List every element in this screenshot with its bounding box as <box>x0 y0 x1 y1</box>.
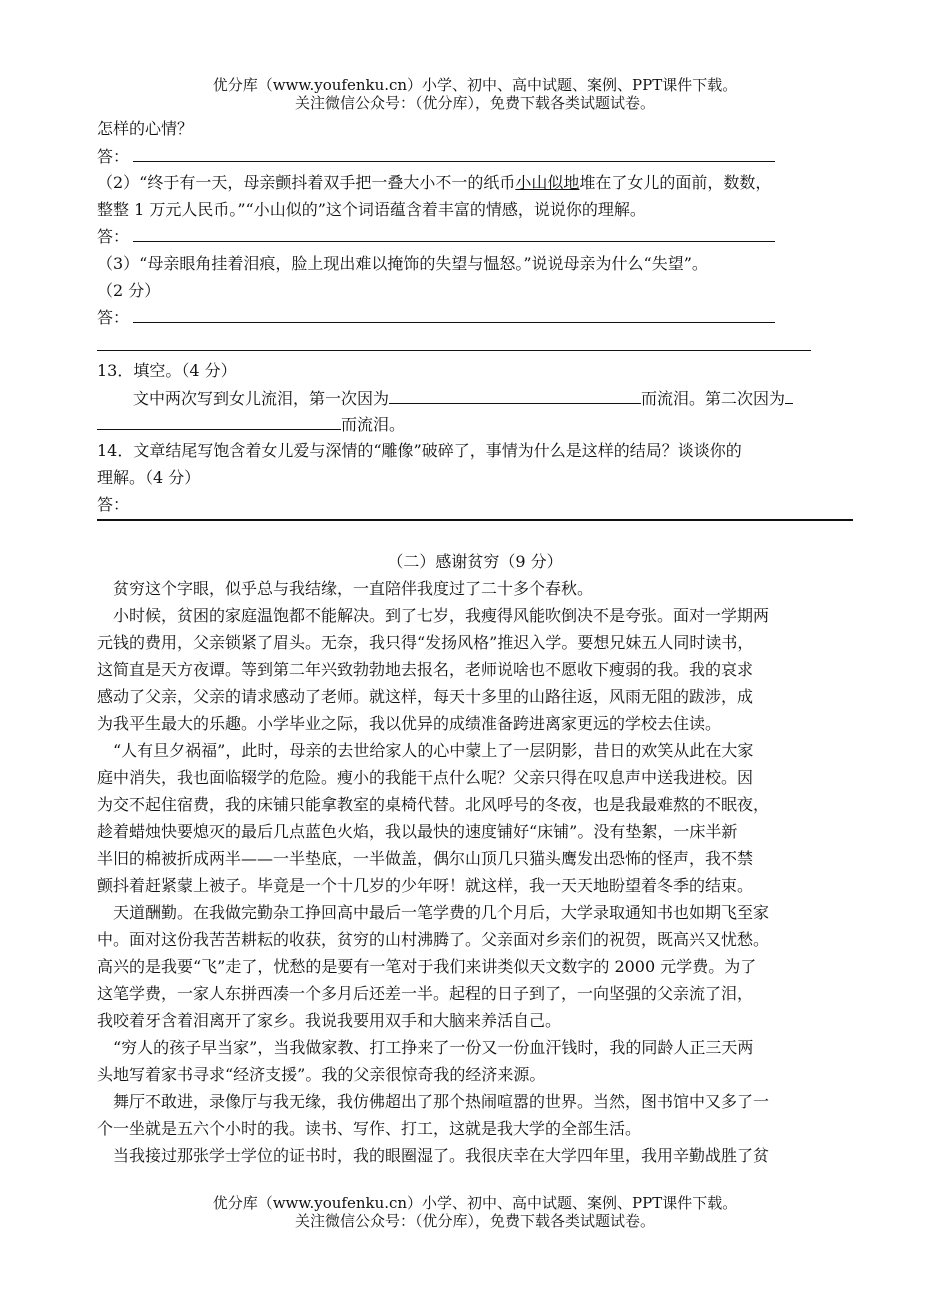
article-line: 天道酬勤。在我做完勤杂工挣回高中最后一笔学费的几个月后，大学录取通知书也如期飞至家 <box>97 903 770 922</box>
article-line: 小时候，贫困的家庭温饱都不能解决。到了七岁，我瘦得风能吹倒决不是夸张。面对一学期两 <box>97 606 770 625</box>
q12-2-answer-row <box>97 227 129 247</box>
article-title: （二）感谢贫穷（9 分） <box>387 552 563 571</box>
q14-answer-row <box>97 495 129 515</box>
answer-blank-line-2[interactable] <box>97 350 811 351</box>
q12-continuation: 怎样的心情？ <box>97 119 194 138</box>
article-line: 我咬着牙含着泪离开了家乡。我说我要用双手和大脑来养活自己。 <box>97 1011 562 1030</box>
article-line: 舞厅不敢进，录像厅与我无缘，我仿佛超出了那个热闹喧嚣的世界。当然，图书馆中又多了一 <box>97 1092 770 1111</box>
article-line: 这简直是天方夜谭。等到第二年兴致勃勃地去报名，老师说啥也不愿收下瘦弱的我。我的哀求 <box>97 660 754 679</box>
answer-blank-line[interactable] <box>133 161 775 162</box>
q12-3-line-1: （3）“母亲眼角挂着泪痕，脸上现出难以掩饰的失望与愠怒。”说说母亲为什么“失望”。 <box>97 254 708 273</box>
q12-2-line-2: 整整 1 万元人民币。”“小山似的”这个词语蕴含着丰富的情感，说说你的理解。 <box>97 200 646 219</box>
page-footer <box>0 1194 950 1230</box>
q13-text-pre: 文中两次写到女儿流泪，第一次因为 <box>133 389 390 408</box>
article-line: 当我接过那张学士学位的证书时，我的眼圈湿了。我很庆幸在大学四年里，我用辛勤战胜了贫 <box>97 1146 770 1165</box>
q13-line-1 <box>133 388 793 409</box>
q12-2-line-1 <box>97 173 771 193</box>
page-header <box>0 76 950 112</box>
fill-blank-2-start[interactable] <box>785 388 793 404</box>
article-line: 趁着蜡烛快要熄灭的最后几点蓝色火焰，我以最快的速度铺好“床铺”。没有垫絮，一床半新 <box>97 822 738 841</box>
q14-line-1: 14．文章结尾写饱含着女儿爱与深情的“雕像”破碎了，事情为什么是这样的结局？谈谈你的 <box>97 441 742 460</box>
article-line: “穷人的孩子早当家”，当我做家教、打工挣来了一份又一份血汗钱时，我的同龄人正三天两 <box>97 1038 754 1057</box>
article-line: 高兴的是我要“飞”走了，忧愁的是要有一笔对于我们来讲类似天文数字的 2000 元学费。为了 <box>97 957 757 976</box>
article-line: 颤抖着赶紧蒙上被子。毕竟是一个十几岁的少年呀！就这样，我一天天地盼望着冬季的结束。 <box>97 876 754 895</box>
q13-line-2 <box>97 414 405 435</box>
answer-blank-line[interactable] <box>133 241 775 242</box>
answer-label: 答： <box>97 308 130 327</box>
q13-text-mid: 而流泪。第二次因为 <box>641 389 786 408</box>
article-line: 元钱的费用，父亲锁紧了眉头。无奈，我只得“发扬风格”推迟入学。要想兄妹五人同时读书， <box>97 633 754 652</box>
article-line: 中。面对这份我苦苦耕耘的收获，贫穷的山村沸腾了。父亲面对乡亲们的祝贺，既高兴又忧愁。 <box>97 930 770 949</box>
answer-label: 答： <box>97 227 130 246</box>
fill-blank-1[interactable] <box>389 388 641 404</box>
footer-line-1: 优分库（www.youfenku.cn）小学、初中、高中试题、案例、PPT课件下载。 <box>212 1194 738 1212</box>
article-line: 庭中消失，我也面临辍学的危险。瘦小的我能干点什么呢？父亲只得在叹息声中送我进校。因 <box>97 768 754 787</box>
footer-line-2: 关注微信公众号：（优分库），免费下载各类试题试卷。 <box>294 1212 655 1230</box>
answer-label: 答： <box>97 147 130 166</box>
article-line: 感动了父亲，父亲的请求感动了老师。就这样，每天十多里的山路往返，风雨无阻的跋涉，成 <box>97 687 754 706</box>
q12-3-answer-row <box>97 308 129 328</box>
q12-2-underlined-phrase: 小山似地 <box>515 173 580 192</box>
header-line-2: 关注微信公众号：（优分库），免费下载各类试题试卷。 <box>294 94 655 112</box>
article-line: 这笔学费，一家人东拼西凑一个多月后还差一半。起程的日子到了，一向坚强的父亲流了泪， <box>97 984 754 1003</box>
article-line: “人有旦夕祸福”，此时，母亲的去世给家人的心中蒙上了一层阴影，昔日的欢笑从此在大家 <box>97 741 754 760</box>
article-line: 贫穷这个字眼，似乎总与我结缘，一直陪伴我度过了二十多个春秋。 <box>97 579 594 598</box>
fill-blank-2[interactable] <box>97 414 341 430</box>
header-line-1: 优分库（www.youfenku.cn）小学、初中、高中试题、案例、PPT课件下载。 <box>212 76 738 94</box>
q13-text-post: 而流泪。 <box>341 415 406 434</box>
q12-1-answer-row <box>97 147 129 167</box>
q12-3-line-2: （2 分） <box>97 281 161 300</box>
answer-blank-line[interactable] <box>133 322 775 323</box>
article-line: 头地写着家书寻求“经济支援”。我的父亲很惊奇我的经济来源。 <box>97 1065 546 1084</box>
q14-line-2: 理解。（4 分） <box>97 468 201 487</box>
answer-label: 答： <box>97 495 130 514</box>
article-line: 个一坐就是五六个小时的我。读书、写作、打工，这就是我大学的全部生活。 <box>97 1119 642 1138</box>
article-line: 为交不起住宿费，我的床铺只能拿教室的桌椅代替。北风呼号的冬夜，也是我最难熬的不眠夜， <box>97 795 770 814</box>
section-divider <box>97 519 853 521</box>
q12-2-text-pre: （2）“终于有一天，母亲颤抖着双手把一叠大小不一的纸币 <box>97 173 516 192</box>
article-line: 为我平生最大的乐趣。小学毕业之际，我以优异的成绩准备跨进离家更远的学校去住读。 <box>97 714 722 733</box>
article-line: 半旧的棉被折成两半——一半垫底，一半做盖，偶尔山顶几只猫头鹰发出恐怖的怪声，我不禁 <box>97 849 754 868</box>
q12-2-text-post: 堆在了女儿的面前，数数， <box>579 173 772 192</box>
q13-title: 13．填空。（4 分） <box>97 361 237 380</box>
